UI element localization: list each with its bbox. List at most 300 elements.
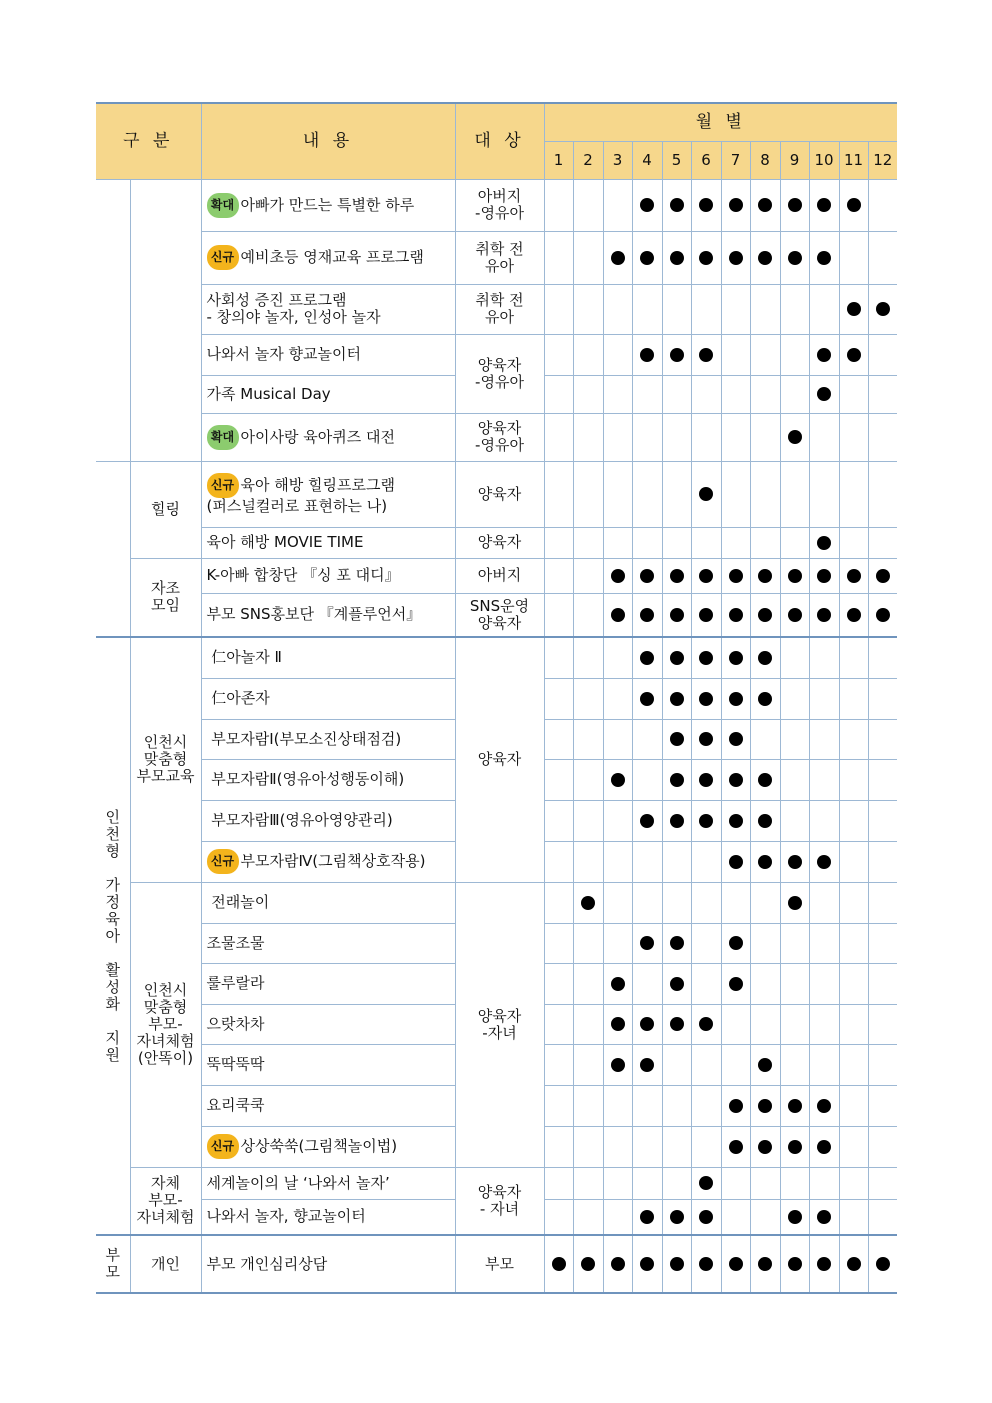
month-cell-9 <box>780 1199 809 1235</box>
month-cell-7 <box>721 637 750 678</box>
program-title: 부모자람Ⅱ(영유아성행동이해) <box>206 770 405 788</box>
scheduled-dot <box>640 1017 654 1031</box>
month-cell-12 <box>868 334 897 375</box>
month-cell-10 <box>809 558 839 593</box>
month-cell-4 <box>632 963 662 1004</box>
month-cell-7 <box>721 284 750 334</box>
month-cell-6 <box>691 759 721 800</box>
month-cell-2 <box>573 1085 603 1126</box>
scheduled-dot <box>876 608 890 622</box>
month-cell-4 <box>632 231 662 284</box>
month-cell-10 <box>809 1126 839 1167</box>
month-cell-9 <box>780 461 809 527</box>
month-cell-12 <box>868 678 897 719</box>
month-cell-6 <box>691 1235 721 1293</box>
program-title: 부모 SNS홍보단 『계플루언서』 <box>206 605 422 624</box>
program-name <box>201 1044 455 1085</box>
program-title: - 창의야 놀자, 인성아 놀자 <box>206 308 381 326</box>
month-cell-3 <box>603 1085 632 1126</box>
month-cell-5 <box>662 527 691 558</box>
program-title: 룰루랄라 <box>206 974 265 992</box>
program-title: 예비초등 영재교육 프로그램 <box>240 248 424 266</box>
month-cell-3 <box>603 1235 632 1293</box>
month-cell-7 <box>721 800 750 841</box>
month-cell-12 <box>868 461 897 527</box>
scheduled-dot <box>847 302 861 316</box>
scheduled-dot <box>670 569 684 583</box>
scheduled-dot <box>581 1257 595 1271</box>
scheduled-dot <box>670 936 684 950</box>
month-cell-10 <box>809 179 839 231</box>
scheduled-dot <box>729 936 743 950</box>
scheduled-dot <box>729 855 743 869</box>
scheduled-dot <box>817 1140 831 1154</box>
month-cell-10 <box>809 923 839 963</box>
month-cell-10 <box>809 759 839 800</box>
month-cell-3 <box>603 558 632 593</box>
month-cell-10 <box>809 963 839 1004</box>
month-cell-9 <box>780 558 809 593</box>
program-title: 부모자람Ⅰ(부모소진상태점검) <box>206 729 402 748</box>
month-cell-2 <box>573 1167 603 1199</box>
scheduled-dot <box>699 348 713 362</box>
month-cell-9 <box>780 759 809 800</box>
scheduled-dot <box>640 251 654 265</box>
month-cell-6 <box>691 231 721 284</box>
scheduled-dot <box>817 608 831 622</box>
scheduled-dot <box>699 692 713 706</box>
program-name <box>201 1235 455 1293</box>
month-cell-8 <box>750 637 780 678</box>
scheduled-dot <box>758 1257 772 1271</box>
month-cell-2 <box>573 637 603 678</box>
month-cell-10 <box>809 375 839 413</box>
scheduled-dot <box>640 814 654 828</box>
program-name <box>201 461 455 527</box>
month-cell-4 <box>632 558 662 593</box>
month-cell-7 <box>721 413 750 461</box>
month-cell-6 <box>691 527 721 558</box>
new-badge: 신규 <box>207 1134 239 1159</box>
month-cell-6 <box>691 334 721 375</box>
month-cell-6 <box>691 882 721 923</box>
month-cell-10 <box>809 719 839 759</box>
month-cell-2 <box>573 882 603 923</box>
month-cell-2 <box>573 678 603 719</box>
month-cell-3 <box>603 678 632 719</box>
month-cell-11 <box>839 759 868 800</box>
scheduled-dot <box>758 1140 772 1154</box>
month-cell-10 <box>809 1004 839 1044</box>
month-header-2: 2 <box>573 141 603 179</box>
month-cell-5 <box>662 1126 691 1167</box>
month-header-1: 1 <box>544 141 573 179</box>
program-title: 아이사랑 육아퀴즈 대전 <box>240 427 395 446</box>
month-cell-8 <box>750 1044 780 1085</box>
month-cell-7 <box>721 923 750 963</box>
month-cell-6 <box>691 1085 721 1126</box>
month-cell-5 <box>662 923 691 963</box>
scheduled-dot <box>670 977 684 991</box>
month-cell-8 <box>750 231 780 284</box>
scheduled-dot <box>729 1099 743 1113</box>
scheduled-dot <box>876 302 890 316</box>
scheduled-dot <box>699 732 713 746</box>
month-cell-3 <box>603 923 632 963</box>
month-cell-8 <box>750 1004 780 1044</box>
month-cell-12 <box>868 882 897 923</box>
month-cell-12 <box>868 637 897 678</box>
month-cell-4 <box>632 719 662 759</box>
month-cell-4 <box>632 413 662 461</box>
month-cell-2 <box>573 1044 603 1085</box>
month-cell-4 <box>632 841 662 882</box>
month-cell-11 <box>839 334 868 375</box>
month-cell-1 <box>544 413 573 461</box>
month-cell-12 <box>868 1126 897 1167</box>
month-cell-12 <box>868 800 897 841</box>
month-cell-12 <box>868 719 897 759</box>
scheduled-dot <box>758 692 772 706</box>
scheduled-dot <box>847 198 861 212</box>
scheduled-dot <box>640 651 654 665</box>
month-cell-11 <box>839 923 868 963</box>
program-name <box>201 231 455 284</box>
scheduled-dot <box>758 1099 772 1113</box>
month-cell-1 <box>544 882 573 923</box>
scheduled-dot <box>640 1058 654 1072</box>
program-name <box>201 1199 455 1235</box>
scheduled-dot <box>817 1099 831 1113</box>
month-cell-5 <box>662 637 691 678</box>
scheduled-dot <box>729 732 743 746</box>
month-cell-1 <box>544 179 573 231</box>
month-cell-3 <box>603 593 632 637</box>
month-cell-11 <box>839 1235 868 1293</box>
month-cell-11 <box>839 1167 868 1199</box>
month-cell-12 <box>868 923 897 963</box>
program-target: 양육자 -영유아 <box>455 334 544 413</box>
month-cell-9 <box>780 1085 809 1126</box>
month-cell-11 <box>839 1199 868 1235</box>
scheduled-dot <box>817 387 831 401</box>
month-cell-6 <box>691 179 721 231</box>
scheduled-dot <box>699 651 713 665</box>
month-cell-7 <box>721 882 750 923</box>
month-cell-2 <box>573 1126 603 1167</box>
month-cell-10 <box>809 334 839 375</box>
month-cell-10 <box>809 1167 839 1199</box>
month-cell-5 <box>662 558 691 593</box>
month-cell-11 <box>839 413 868 461</box>
month-cell-2 <box>573 527 603 558</box>
month-cell-9 <box>780 231 809 284</box>
month-cell-10 <box>809 593 839 637</box>
scheduled-dot <box>640 1210 654 1224</box>
scheduled-dot <box>699 569 713 583</box>
scheduled-dot <box>699 1210 713 1224</box>
scheduled-dot <box>729 814 743 828</box>
month-cell-6 <box>691 1004 721 1044</box>
scheduled-dot <box>817 536 831 550</box>
month-cell-1 <box>544 800 573 841</box>
month-header-10: 10 <box>809 141 839 179</box>
scheduled-dot <box>640 348 654 362</box>
header-category: 구 분 <box>96 103 201 179</box>
program-title: 육아 해방 힐링프로그램 <box>240 476 395 494</box>
program-title: 세계놀이의 날 ‘나와서 놀자’ <box>206 1173 390 1192</box>
program-name <box>201 759 455 800</box>
month-cell-4 <box>632 334 662 375</box>
scheduled-dot <box>552 1257 566 1271</box>
scheduled-dot <box>640 692 654 706</box>
month-cell-4 <box>632 637 662 678</box>
month-cell-6 <box>691 800 721 841</box>
month-cell-4 <box>632 179 662 231</box>
month-cell-11 <box>839 375 868 413</box>
month-cell-10 <box>809 413 839 461</box>
month-cell-1 <box>544 558 573 593</box>
scheduled-dot <box>729 773 743 787</box>
month-cell-6 <box>691 461 721 527</box>
program-title: 으랏차차 <box>206 1014 265 1033</box>
month-cell-9 <box>780 1126 809 1167</box>
scheduled-dot <box>670 251 684 265</box>
month-cell-4 <box>632 800 662 841</box>
month-cell-1 <box>544 719 573 759</box>
month-cell-8 <box>750 375 780 413</box>
month-cell-6 <box>691 413 721 461</box>
month-cell-7 <box>721 1199 750 1235</box>
month-cell-2 <box>573 284 603 334</box>
month-cell-5 <box>662 1199 691 1235</box>
month-cell-1 <box>544 375 573 413</box>
program-title: 요리쿡쿡 <box>206 1096 265 1114</box>
month-cell-10 <box>809 231 839 284</box>
new-badge: 신규 <box>207 245 239 270</box>
program-name <box>201 1126 455 1167</box>
month-cell-8 <box>750 558 780 593</box>
scheduled-dot <box>640 608 654 622</box>
month-cell-8 <box>750 1167 780 1199</box>
month-cell-12 <box>868 1235 897 1293</box>
month-cell-2 <box>573 841 603 882</box>
scheduled-dot <box>788 1210 802 1224</box>
scheduled-dot <box>847 569 861 583</box>
month-cell-5 <box>662 231 691 284</box>
month-cell-6 <box>691 593 721 637</box>
month-cell-2 <box>573 231 603 284</box>
program-target: 아버지 -영유아 <box>455 179 544 231</box>
month-cell-9 <box>780 593 809 637</box>
scheduled-dot <box>817 198 831 212</box>
month-cell-10 <box>809 527 839 558</box>
header-monthly: 월 별 <box>544 103 897 141</box>
month-cell-7 <box>721 179 750 231</box>
month-cell-7 <box>721 231 750 284</box>
month-cell-1 <box>544 461 573 527</box>
program-name <box>201 558 455 593</box>
month-cell-11 <box>839 284 868 334</box>
month-cell-8 <box>750 527 780 558</box>
month-cell-5 <box>662 678 691 719</box>
month-cell-2 <box>573 759 603 800</box>
scheduled-dot <box>670 773 684 787</box>
month-cell-9 <box>780 841 809 882</box>
scheduled-dot <box>817 251 831 265</box>
month-cell-3 <box>603 284 632 334</box>
month-cell-10 <box>809 284 839 334</box>
month-cell-9 <box>780 1235 809 1293</box>
month-cell-1 <box>544 1199 573 1235</box>
program-name <box>201 593 455 637</box>
program-name <box>201 1004 455 1044</box>
scheduled-dot <box>699 1176 713 1190</box>
month-cell-5 <box>662 719 691 759</box>
month-cell-12 <box>868 841 897 882</box>
scheduled-dot <box>758 251 772 265</box>
month-cell-4 <box>632 1235 662 1293</box>
month-cell-11 <box>839 593 868 637</box>
program-name <box>201 800 455 841</box>
month-cell-8 <box>750 334 780 375</box>
scheduled-dot <box>817 1257 831 1271</box>
program-title: 나와서 놀자 향교놀이터 <box>206 345 361 363</box>
scheduled-dot <box>670 732 684 746</box>
program-target: SNS운영 양육자 <box>455 593 544 637</box>
month-cell-5 <box>662 1044 691 1085</box>
month-cell-7 <box>721 1085 750 1126</box>
program-name <box>201 841 455 882</box>
month-cell-6 <box>691 1126 721 1167</box>
program-title: 아빠가 만드는 특별한 하루 <box>240 195 415 214</box>
scheduled-dot <box>729 608 743 622</box>
month-cell-5 <box>662 375 691 413</box>
scheduled-dot <box>699 773 713 787</box>
month-cell-9 <box>780 375 809 413</box>
scheduled-dot <box>670 348 684 362</box>
month-cell-3 <box>603 1004 632 1044</box>
month-header-8: 8 <box>750 141 780 179</box>
month-cell-12 <box>868 527 897 558</box>
scheduled-dot <box>788 251 802 265</box>
month-cell-10 <box>809 1235 839 1293</box>
month-cell-6 <box>691 1044 721 1085</box>
month-cell-8 <box>750 413 780 461</box>
month-cell-2 <box>573 413 603 461</box>
program-name <box>201 334 455 375</box>
month-cell-3 <box>603 375 632 413</box>
program-title: 나와서 놀자, 향교놀이터 <box>206 1207 366 1226</box>
program-title: 부모자람Ⅲ(영유아영양관리) <box>206 811 393 829</box>
month-cell-8 <box>750 284 780 334</box>
scheduled-dot <box>611 251 625 265</box>
month-cell-5 <box>662 800 691 841</box>
scheduled-dot <box>788 608 802 622</box>
scheduled-dot <box>788 1099 802 1113</box>
program-title: 조물조물 <box>206 933 265 952</box>
section-parent: 부 모 <box>96 1235 130 1293</box>
month-cell-2 <box>573 1235 603 1293</box>
month-cell-2 <box>573 461 603 527</box>
scheduled-dot <box>611 977 625 991</box>
program-title: 부모자람Ⅳ(그림책상호작용) <box>240 852 426 870</box>
month-cell-7 <box>721 593 750 637</box>
month-cell-12 <box>868 759 897 800</box>
program-name <box>201 963 455 1004</box>
section-individual: 개인 <box>130 1235 201 1293</box>
scheduled-dot <box>758 608 772 622</box>
month-header-12: 12 <box>868 141 897 179</box>
program-name <box>201 179 455 231</box>
month-cell-9 <box>780 527 809 558</box>
month-cell-8 <box>750 593 780 637</box>
month-cell-6 <box>691 1199 721 1235</box>
month-cell-9 <box>780 1004 809 1044</box>
month-cell-9 <box>780 334 809 375</box>
month-cell-10 <box>809 1044 839 1085</box>
program-name <box>201 923 455 963</box>
program-name <box>201 1085 455 1126</box>
expand-badge: 확대 <box>207 193 239 218</box>
scheduled-dot <box>758 198 772 212</box>
month-cell-9 <box>780 882 809 923</box>
month-cell-1 <box>544 1085 573 1126</box>
month-cell-8 <box>750 923 780 963</box>
month-cell-11 <box>839 882 868 923</box>
scheduled-dot <box>640 569 654 583</box>
month-cell-6 <box>691 558 721 593</box>
scheduled-dot <box>699 251 713 265</box>
scheduled-dot <box>847 1257 861 1271</box>
month-cell-10 <box>809 461 839 527</box>
month-cell-3 <box>603 1167 632 1199</box>
section-incheon-support: 인 천 형 가 정 육 아 활 성 화 지 원 <box>96 637 130 1235</box>
scheduled-dot <box>699 608 713 622</box>
month-cell-1 <box>544 923 573 963</box>
scheduled-dot <box>817 569 831 583</box>
month-cell-7 <box>721 334 750 375</box>
program-schedule-table <box>96 102 897 1294</box>
scheduled-dot <box>876 569 890 583</box>
month-cell-4 <box>632 678 662 719</box>
month-cell-5 <box>662 334 691 375</box>
program-name <box>201 882 455 923</box>
scheduled-dot <box>876 1257 890 1271</box>
program-target: 양육자 - 자녀 <box>455 1167 544 1235</box>
month-cell-10 <box>809 841 839 882</box>
program-title: 부모 개인심리상담 <box>206 1254 328 1273</box>
month-cell-5 <box>662 759 691 800</box>
program-title: 전래놀이 <box>206 893 270 911</box>
scheduled-dot <box>758 651 772 665</box>
month-cell-8 <box>750 1085 780 1126</box>
month-cell-4 <box>632 923 662 963</box>
month-header-11: 11 <box>839 141 868 179</box>
month-cell-4 <box>632 882 662 923</box>
scheduled-dot <box>788 1140 802 1154</box>
month-cell-4 <box>632 1044 662 1085</box>
month-cell-12 <box>868 284 897 334</box>
month-cell-12 <box>868 963 897 1004</box>
month-cell-3 <box>603 800 632 841</box>
month-cell-9 <box>780 678 809 719</box>
month-cell-9 <box>780 800 809 841</box>
month-cell-6 <box>691 923 721 963</box>
section-healing: 힐링 <box>130 461 201 558</box>
month-cell-3 <box>603 1126 632 1167</box>
program-name <box>201 284 455 334</box>
